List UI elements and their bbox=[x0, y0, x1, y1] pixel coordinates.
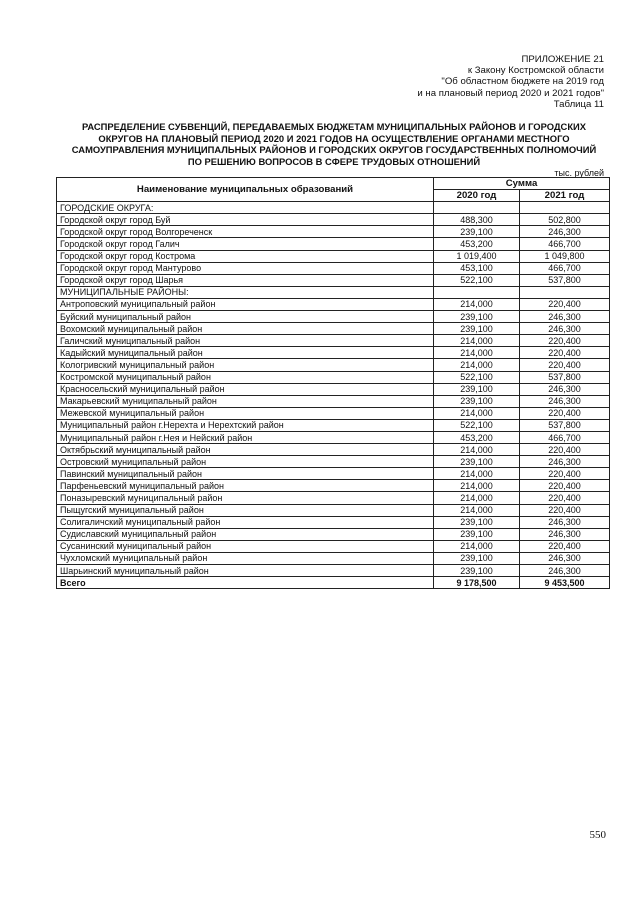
row-value-2021: 220,400 bbox=[520, 480, 610, 492]
row-value-2020: 214,000 bbox=[434, 298, 520, 310]
row-name: Городской округ город Галич bbox=[57, 238, 434, 250]
table-row bbox=[57, 456, 610, 468]
table-row bbox=[57, 250, 610, 262]
row-name: Городской округ город Волгореченск bbox=[57, 226, 434, 238]
table-row bbox=[57, 383, 610, 395]
row-value-2020: 214,000 bbox=[434, 504, 520, 516]
row-name: Вохомский муниципальный район bbox=[57, 323, 434, 335]
row-value-2021: 246,300 bbox=[520, 383, 610, 395]
table-number: Таблица 11 bbox=[553, 98, 604, 110]
column-header-2020: 2020 год bbox=[434, 190, 520, 202]
row-name: МУНИЦИПАЛЬНЫЕ РАЙОНЫ: bbox=[57, 286, 434, 298]
table-row bbox=[57, 202, 610, 214]
total-2021: 9 453,500 bbox=[520, 577, 610, 589]
appendix-header bbox=[304, 54, 604, 110]
page-number: 550 bbox=[589, 829, 606, 841]
row-value-2020: 214,000 bbox=[434, 480, 520, 492]
row-name: Судиславский муниципальный район bbox=[57, 528, 434, 540]
title-line4: ПО РЕШЕНИЮ ВОПРОСОВ В СФЕРЕ ТРУДОВЫХ ОТНОШЕНИЙ bbox=[187, 155, 481, 167]
row-value-2021: 246,300 bbox=[520, 565, 610, 577]
table-row bbox=[57, 262, 610, 274]
row-name: Павинский муниципальный район bbox=[57, 468, 434, 480]
table-row bbox=[57, 226, 610, 238]
row-value-2020: 239,100 bbox=[434, 226, 520, 238]
table-row bbox=[57, 286, 610, 298]
row-value-2021: 246,300 bbox=[520, 456, 610, 468]
row-value-2020 bbox=[434, 286, 520, 298]
table-row bbox=[57, 444, 610, 456]
row-value-2021: 246,300 bbox=[520, 395, 610, 407]
row-name: Кадыйский муниципальный район bbox=[57, 347, 434, 359]
row-value-2020: 214,000 bbox=[434, 335, 520, 347]
row-name: Буйский муниципальный район bbox=[57, 311, 434, 323]
table-row bbox=[57, 395, 610, 407]
row-name: Парфеньевский муниципальный район bbox=[57, 480, 434, 492]
row-value-2020: 214,000 bbox=[434, 359, 520, 371]
total-label: Всего bbox=[57, 577, 434, 589]
row-name: Шарьинский муниципальный район bbox=[57, 565, 434, 577]
row-value-2020: 214,000 bbox=[434, 444, 520, 456]
table-row bbox=[57, 516, 610, 528]
row-value-2020: 522,100 bbox=[434, 274, 520, 286]
row-value-2020: 239,100 bbox=[434, 395, 520, 407]
row-value-2021: 537,800 bbox=[520, 371, 610, 383]
row-value-2021: 246,300 bbox=[520, 552, 610, 564]
row-value-2021: 466,700 bbox=[520, 431, 610, 443]
row-name: Кологривский муниципальный район bbox=[57, 359, 434, 371]
row-value-2020: 214,000 bbox=[434, 347, 520, 359]
row-value-2020: 239,100 bbox=[434, 311, 520, 323]
row-value-2021: 220,400 bbox=[520, 359, 610, 371]
row-value-2020: 214,000 bbox=[434, 407, 520, 419]
table-row bbox=[57, 238, 610, 250]
table-row bbox=[57, 552, 610, 564]
row-value-2020: 522,100 bbox=[434, 371, 520, 383]
column-header-2021: 2021 год bbox=[520, 190, 610, 202]
law-title-line1: "Об областном бюджете на 2019 год bbox=[441, 76, 604, 88]
unit-label: тыс. рублей bbox=[554, 168, 604, 178]
row-name: Городской округ город Буй bbox=[57, 214, 434, 226]
row-name: Галичский муниципальный район bbox=[57, 335, 434, 347]
table-row bbox=[57, 492, 610, 504]
row-name: ГОРОДСКИЕ ОКРУГА: bbox=[57, 202, 434, 214]
row-name: Поназыревский муниципальный район bbox=[57, 492, 434, 504]
row-value-2021: 220,400 bbox=[520, 504, 610, 516]
row-name: Городской округ город Кострома bbox=[57, 250, 434, 262]
row-name: Городской округ город Шарья bbox=[57, 274, 434, 286]
row-value-2020: 239,100 bbox=[434, 565, 520, 577]
row-value-2020 bbox=[434, 202, 520, 214]
row-value-2020: 453,100 bbox=[434, 262, 520, 274]
table-row bbox=[57, 565, 610, 577]
row-value-2021: 246,300 bbox=[520, 311, 610, 323]
table-body bbox=[57, 202, 610, 577]
row-value-2021: 220,400 bbox=[520, 347, 610, 359]
row-value-2021: 466,700 bbox=[520, 262, 610, 274]
appendix-number: ПРИЛОЖЕНИЕ 21 bbox=[521, 54, 604, 65]
row-value-2020: 214,000 bbox=[434, 540, 520, 552]
row-value-2020: 453,200 bbox=[434, 238, 520, 250]
row-name: Межевской муниципальный район bbox=[57, 407, 434, 419]
row-value-2020: 239,100 bbox=[434, 516, 520, 528]
row-value-2021: 220,400 bbox=[520, 540, 610, 552]
row-value-2021: 220,400 bbox=[520, 298, 610, 310]
table-row bbox=[57, 323, 610, 335]
table-row bbox=[57, 359, 610, 371]
row-name: Антроповский муниципальный район bbox=[57, 298, 434, 310]
table-row bbox=[57, 371, 610, 383]
row-name: Солигаличский муниципальный район bbox=[57, 516, 434, 528]
table-footer bbox=[57, 577, 610, 589]
title-line1: РАСПРЕДЕЛЕНИЕ СУБВЕНЦИЙ, ПЕРЕДАВАЕМЫХ БЮДЖЕТАМ МУНИЦИПАЛЬНЫХ РАЙОНОВ И ГОРОДСКИХ bbox=[81, 121, 587, 132]
row-value-2020: 522,100 bbox=[434, 419, 520, 431]
row-value-2021: 246,300 bbox=[520, 528, 610, 540]
row-name: Пыщугский муниципальный район bbox=[57, 504, 434, 516]
table-row bbox=[57, 540, 610, 552]
row-value-2021: 502,800 bbox=[520, 214, 610, 226]
row-value-2020: 239,100 bbox=[434, 528, 520, 540]
row-value-2021: 246,300 bbox=[520, 226, 610, 238]
row-value-2021: 246,300 bbox=[520, 323, 610, 335]
table-row bbox=[57, 335, 610, 347]
row-value-2021: 246,300 bbox=[520, 516, 610, 528]
title-line3: САМОУПРАВЛЕНИЯ МУНИЦИПАЛЬНЫХ РАЙОНОВ И ГОРОДСКИХ ОКРУГОВ ГОСУДАРСТВЕННЫХ ПОЛНОМОЧИЙ bbox=[71, 144, 597, 156]
row-name: Городской округ город Мантурово bbox=[57, 262, 434, 274]
column-header-sum: Сумма bbox=[434, 178, 610, 190]
row-value-2021: 220,400 bbox=[520, 492, 610, 504]
table-row bbox=[57, 419, 610, 431]
row-name: Чухломский муниципальный район bbox=[57, 552, 434, 564]
table-row bbox=[57, 480, 610, 492]
total-2020: 9 178,500 bbox=[434, 577, 520, 589]
table-row bbox=[57, 274, 610, 286]
row-value-2020: 239,100 bbox=[434, 456, 520, 468]
table-header bbox=[57, 178, 610, 202]
row-value-2021: 220,400 bbox=[520, 468, 610, 480]
row-name: Сусанинский муниципальный район bbox=[57, 540, 434, 552]
row-value-2020: 239,100 bbox=[434, 323, 520, 335]
table-row bbox=[57, 298, 610, 310]
row-name: Муниципальный район г.Нерехта и Нерехтский район bbox=[57, 419, 434, 431]
row-name: Костромской муниципальный район bbox=[57, 371, 434, 383]
row-value-2020: 239,100 bbox=[434, 383, 520, 395]
row-value-2021 bbox=[520, 286, 610, 298]
law-title-line2: и на плановый период 2020 и 2021 годов" bbox=[417, 87, 604, 99]
row-value-2021: 220,400 bbox=[520, 335, 610, 347]
row-value-2020: 214,000 bbox=[434, 492, 520, 504]
row-value-2020: 453,200 bbox=[434, 431, 520, 443]
row-value-2020: 1 019,400 bbox=[434, 250, 520, 262]
table-row bbox=[57, 504, 610, 516]
row-name: Муниципальный район г.Нея и Нейский район bbox=[57, 431, 434, 443]
row-value-2021: 466,700 bbox=[520, 238, 610, 250]
row-value-2021: 220,400 bbox=[520, 444, 610, 456]
title-line2: ОКРУГОВ НА ПЛАНОВЫЙ ПЕРИОД 2020 И 2021 ГОДОВ НА ОСУЩЕСТВЛЕНИЕ ОРГАНАМИ МЕСТНОГО bbox=[98, 132, 570, 144]
row-value-2020: 239,100 bbox=[434, 552, 520, 564]
document-title bbox=[58, 121, 610, 167]
row-value-2021: 537,800 bbox=[520, 274, 610, 286]
table-row bbox=[57, 431, 610, 443]
table-row bbox=[57, 528, 610, 540]
row-name: Октябрьский муниципальный район bbox=[57, 444, 434, 456]
column-header-name: Наименование муниципальных образований bbox=[57, 178, 434, 202]
table-row bbox=[57, 214, 610, 226]
table-row bbox=[57, 311, 610, 323]
row-name: Островский муниципальный район bbox=[57, 456, 434, 468]
table-row bbox=[57, 347, 610, 359]
row-name: Красносельский муниципальный район bbox=[57, 383, 434, 395]
row-value-2021 bbox=[520, 202, 610, 214]
row-value-2021: 220,400 bbox=[520, 407, 610, 419]
total-row bbox=[57, 577, 610, 589]
row-value-2020: 488,300 bbox=[434, 214, 520, 226]
row-value-2021: 537,800 bbox=[520, 419, 610, 431]
subsidy-table bbox=[56, 177, 610, 589]
law-reference: к Закону Костромской области bbox=[467, 65, 604, 77]
row-value-2021: 1 049,800 bbox=[520, 250, 610, 262]
table-row bbox=[57, 468, 610, 480]
row-value-2020: 214,000 bbox=[434, 468, 520, 480]
row-name: Макарьевский муниципальный район bbox=[57, 395, 434, 407]
table-row bbox=[57, 407, 610, 419]
